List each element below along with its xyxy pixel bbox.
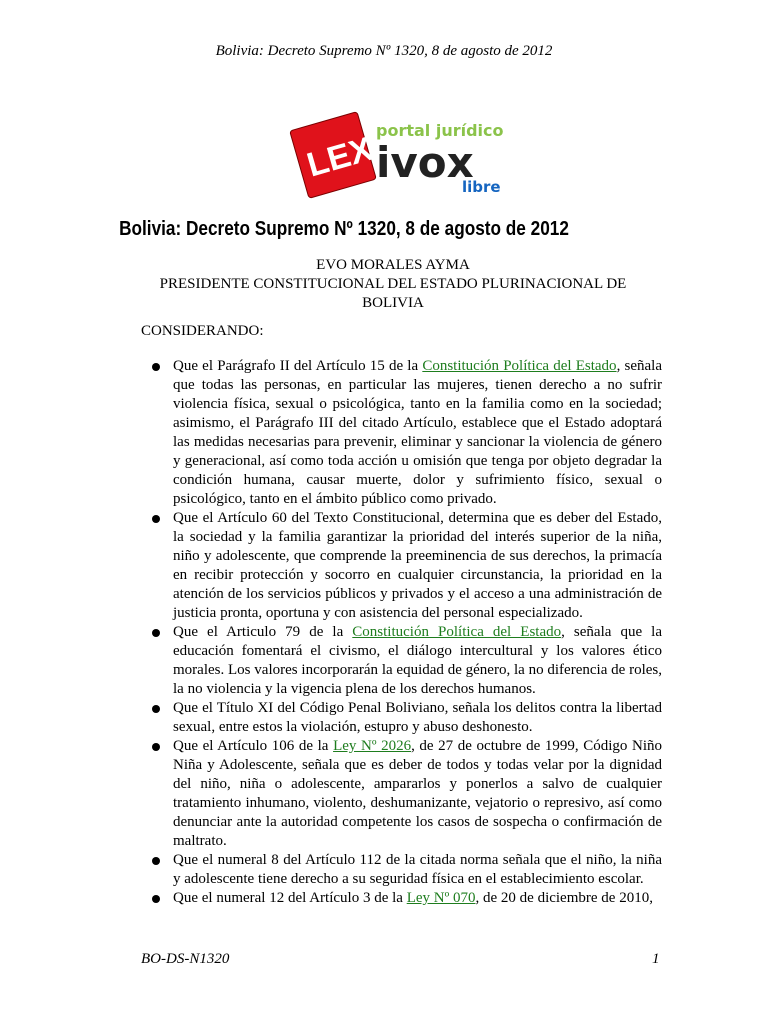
item-text-post: , de 20 de diciembre de 2010, [475,890,653,906]
item-text-pre: Que el Artículo 60 del Texto Constitucional, determina que es deber del Estado, la sociedad y la familia garantizar la prioridad del interés superior de la niña, niño y adolescente, que comprende la preeminencia de sus derechos, la primacía en recibir protección y socorro en cualquier circunstancia, la prioridad en la atención de los servicios públicos y privados y el acceso a una administración de justicia pronta, oportuna y con asistencia del personal especializado. [173,510,662,621]
footer-doc-code: BO-DS-N1320 [141,951,230,967]
law-link[interactable]: Constitución Política del Estado [422,358,617,374]
item-text-post: , señala que la educación fomentará el civismo, el diálogo intercultural y los valores ético morales. Los valores incorporarán la equidad de género, la no diferencia de roles, la no violencia y la vigencia plena de los derechos humanos. [173,624,662,697]
list-item-text [173,623,662,699]
list-item-text [173,737,662,851]
document-title: Bolivia: Decreto Supremo Nº 1320, 8 de agosto de 2012 [119,218,569,240]
bullet-icon [152,705,160,713]
footer-page-number: 1 [652,951,660,967]
list-item-text [173,851,662,889]
item-text-pre: Que el Parágrafo II del Artículo 15 de la [173,358,423,374]
bullet-icon [152,743,160,751]
list-item [152,699,662,737]
list-item [152,357,662,509]
author-title: PRESIDENTE CONSTITUCIONAL DEL ESTADO PLURINACIONAL DE BOLIVIA [159,276,627,311]
running-header: Bolivia: Decreto Supremo Nº 1320, 8 de agosto de 2012 [215,43,553,59]
author-name: EVO MORALES AYMA [316,257,470,273]
list-item [152,623,662,699]
list-item [152,509,662,623]
lex-mark: LEX [302,129,377,185]
logo-word: ivox [376,138,474,187]
item-text-pre: Que el Artículo 106 de la [173,738,334,754]
item-text-post: , de 27 de octubre de 1999, Código Niño Niña y Adolescente, señala que es deber de todos y todas velar por la dignidad del niño, niña o adolescente, ampararlos y ponerlos a salvo de cualquier tratamiento inhumano, violento, deshumanizante, vejatorio o represivo, así como denunciar ante la autoridad competente los casos de sospecha o confirmación de maltrato. [173,738,662,849]
bullet-icon [152,629,160,637]
considerando-list [152,357,662,908]
law-link[interactable]: Constitución Política del Estado [352,624,562,640]
bullet-icon [152,895,160,903]
logo-tagline-bottom: libre [462,178,501,196]
item-text-pre: Que el numeral 8 del Artículo 112 de la citada norma señala que el niño, la niña y adolescente tiene derecho a su seguridad física en el establecimiento escolar. [173,852,662,887]
bullet-icon [152,363,160,371]
law-link[interactable]: Ley Nº 070 [406,890,476,906]
item-text-pre: Que el Título XI del Código Penal Boliviano, señala los delitos contra la libertad sexual, entre estos la violación, estupro y abuso deshonesto. [173,700,662,735]
bullet-icon [152,515,160,523]
bullet-icon [152,857,160,865]
item-text-pre: Que el Articulo 79 de la [173,624,353,640]
considerando-heading: CONSIDERANDO: [141,323,264,339]
list-item [152,851,662,889]
list-item-text [173,357,662,509]
list-item [152,889,662,908]
law-link[interactable]: Ley Nº 2026 [333,738,412,754]
document-subhead [150,256,636,313]
item-text-pre: Que el numeral 12 del Artículo 3 de la [173,890,407,906]
list-item-text [173,509,662,623]
item-text-post: , señala que todas las personas, en particular las mujeres, tienen derecho a no sufrir violencia física, sexual o psicológica, tanto en la familia como en la sociedad; asimismo, el Parágrafo III del citado Artículo, establece que el Estado adoptará las medidas necesarias para prevenir, eliminar y sancionar la violencia de género y generacional, así como toda acción u omisión que tenga por objeto degradar la condición humana, causar muerte, dolor y sufrimiento físico, sexual o psicológico, tanto en el ámbito público como privado. [173,358,662,507]
lex-badge-icon [290,112,378,199]
logo-tagline-top: portal jurídico [376,121,504,140]
list-item [152,737,662,851]
lexivox-logo [288,110,518,202]
list-item-text [173,889,662,908]
list-item-text [173,699,662,737]
